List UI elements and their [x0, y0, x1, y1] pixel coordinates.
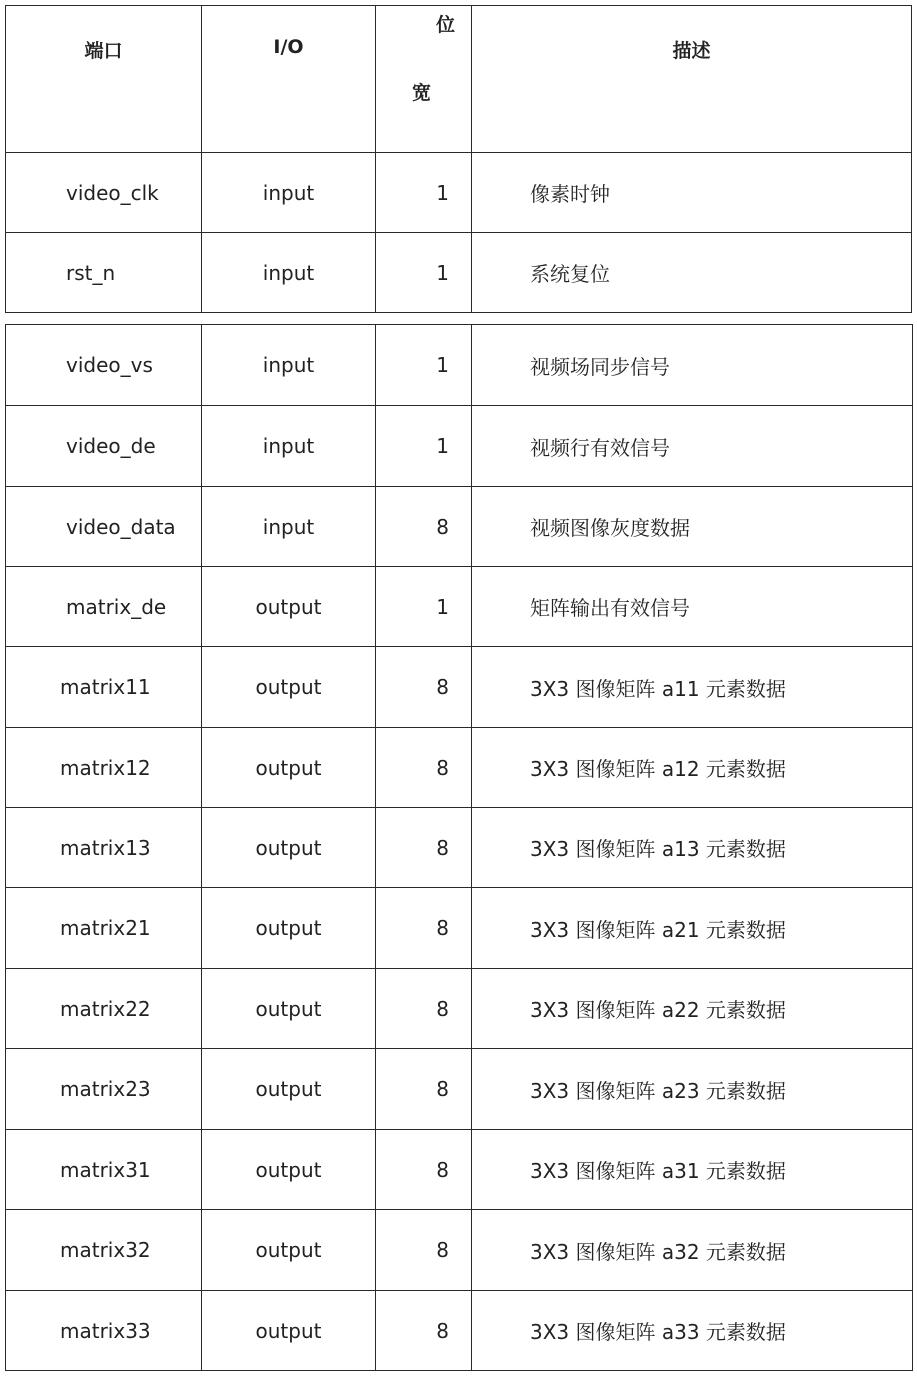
cell-width: 1: [376, 406, 472, 487]
cell-description: 3X3 图像矩阵 a21 元素数据: [472, 888, 913, 969]
table-row: [6, 1291, 913, 1371]
cell-port: matrix11: [6, 647, 202, 728]
cell-width: 8: [376, 808, 472, 888]
cell-io: input: [202, 487, 376, 567]
cell-io: output: [202, 1210, 376, 1291]
cell-description: 3X3 图像矩阵 a11 元素数据: [472, 647, 913, 728]
cell-width: 8: [376, 888, 472, 969]
table-row: [6, 1210, 913, 1291]
header-width-line1: 位: [435, 14, 455, 36]
cell-description: 3X3 图像矩阵 a12 元素数据: [472, 728, 913, 808]
cell-io: input: [202, 233, 376, 313]
port-table-bottom: [5, 324, 913, 1371]
cell-port: rst_n: [6, 233, 202, 313]
cell-io: input: [202, 406, 376, 487]
cell-width: 8: [376, 1130, 472, 1210]
cell-width: 8: [376, 969, 472, 1049]
table-row: [6, 1049, 913, 1130]
table-row: [6, 808, 913, 888]
cell-width: 1: [376, 567, 472, 647]
port-table-top: [5, 5, 912, 313]
cell-description: 3X3 图像矩阵 a13 元素数据: [472, 808, 913, 888]
cell-port: matrix22: [6, 969, 202, 1049]
cell-description: 3X3 图像矩阵 a23 元素数据: [472, 1049, 913, 1130]
cell-port: matrix23: [6, 1049, 202, 1130]
table-row: [6, 969, 913, 1049]
table-row: [6, 325, 913, 406]
cell-width: 8: [376, 728, 472, 808]
cell-port: matrix33: [6, 1291, 202, 1371]
cell-description: 视频场同步信号: [472, 325, 913, 406]
cell-width: 8: [376, 1049, 472, 1130]
table-row: [6, 1130, 913, 1210]
table-row: [6, 728, 913, 808]
cell-width: 8: [376, 1210, 472, 1291]
cell-port: matrix_de: [6, 567, 202, 647]
header-width-line2: 宽: [412, 82, 432, 104]
table-row: [6, 888, 913, 969]
cell-width: 1: [376, 153, 472, 233]
cell-io: input: [202, 153, 376, 233]
cell-width: 8: [376, 647, 472, 728]
cell-io: output: [202, 728, 376, 808]
cell-port: matrix13: [6, 808, 202, 888]
table-row: [6, 233, 912, 313]
cell-port: matrix32: [6, 1210, 202, 1291]
cell-width: 8: [376, 487, 472, 567]
cell-description: 3X3 图像矩阵 a32 元素数据: [472, 1210, 913, 1291]
cell-io: output: [202, 1291, 376, 1371]
header-description: 描述: [472, 6, 912, 153]
cell-port: matrix21: [6, 888, 202, 969]
cell-width: 1: [376, 325, 472, 406]
cell-io: output: [202, 969, 376, 1049]
header-io: I/O: [202, 6, 376, 153]
header-width: [376, 6, 472, 153]
cell-io: input: [202, 325, 376, 406]
cell-description: 3X3 图像矩阵 a22 元素数据: [472, 969, 913, 1049]
cell-io: output: [202, 567, 376, 647]
cell-description: 像素时钟: [472, 153, 912, 233]
table-row: [6, 647, 913, 728]
table-row: [6, 153, 912, 233]
cell-description: 矩阵输出有效信号: [472, 567, 913, 647]
cell-port: video_clk: [6, 153, 202, 233]
cell-description: 视频图像灰度数据: [472, 487, 913, 567]
table-row: [6, 487, 913, 567]
header-row: [6, 6, 912, 153]
cell-description: 3X3 图像矩阵 a31 元素数据: [472, 1130, 913, 1210]
cell-io: output: [202, 808, 376, 888]
cell-port: video_de: [6, 406, 202, 487]
cell-port: matrix31: [6, 1130, 202, 1210]
cell-port: video_data: [6, 487, 202, 567]
header-port: 端口: [6, 6, 202, 153]
cell-description: 3X3 图像矩阵 a33 元素数据: [472, 1291, 913, 1371]
cell-io: output: [202, 647, 376, 728]
cell-width: 1: [376, 233, 472, 313]
cell-io: output: [202, 1130, 376, 1210]
table-row: [6, 406, 913, 487]
table-row: [6, 567, 913, 647]
cell-port: matrix12: [6, 728, 202, 808]
cell-port: video_vs: [6, 325, 202, 406]
cell-description: 系统复位: [472, 233, 912, 313]
cell-io: output: [202, 888, 376, 969]
cell-width: 8: [376, 1291, 472, 1371]
cell-io: output: [202, 1049, 376, 1130]
cell-description: 视频行有效信号: [472, 406, 913, 487]
